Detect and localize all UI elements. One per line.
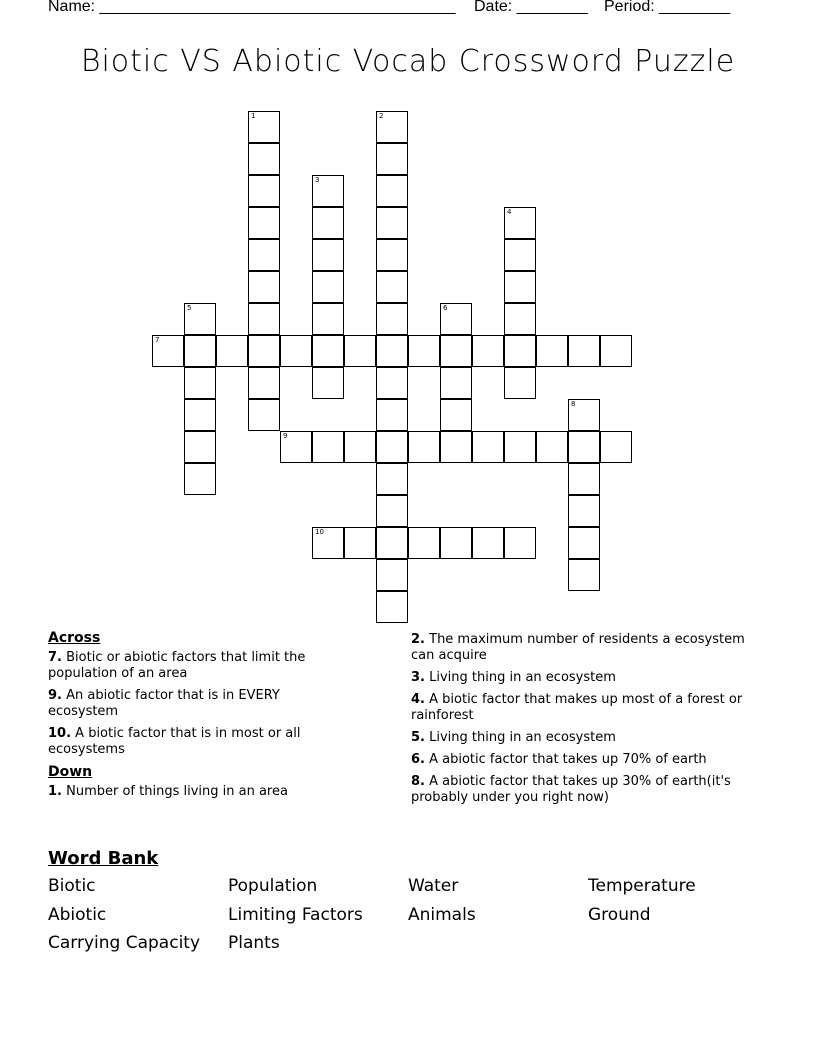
crossword-cell[interactable] <box>376 335 408 367</box>
clue-number: 2 <box>379 112 384 120</box>
crossword-cell[interactable] <box>184 463 216 495</box>
crossword-cell[interactable] <box>248 175 280 207</box>
clue-down-3: 3. Living thing in an ecosystem <box>411 670 616 685</box>
word-bank-item: Population <box>228 876 318 896</box>
name-field-label: Name: ________________________________________ <box>48 0 456 15</box>
clue-down-2: 2. The maximum number of residents a ecosystem can acquire <box>411 632 745 663</box>
clue-number: 3 <box>315 176 320 184</box>
crossword-cell[interactable] <box>376 367 408 399</box>
crossword-cell[interactable] <box>248 399 280 431</box>
crossword-cell[interactable] <box>568 463 600 495</box>
crossword-cell[interactable] <box>568 495 600 527</box>
word-bank-item: Abiotic <box>48 905 107 925</box>
clues-right-column <box>411 632 756 812</box>
crossword-cell[interactable] <box>376 495 408 527</box>
crossword-cell[interactable] <box>472 527 504 559</box>
date-field-label: Date: ________ <box>474 0 588 15</box>
crossword-cell[interactable] <box>248 335 280 367</box>
crossword-cell[interactable] <box>376 463 408 495</box>
crossword-cell[interactable] <box>504 207 536 239</box>
crossword-cell[interactable] <box>152 335 184 367</box>
crossword-cell[interactable] <box>376 303 408 335</box>
clue-across-7: 7. Biotic or abiotic factors that limit the population of an area <box>48 650 306 681</box>
crossword-cell[interactable] <box>568 559 600 591</box>
crossword-cell[interactable] <box>248 143 280 175</box>
clue-down-6: 6. A abiotic factor that takes up 70% of earth <box>411 752 707 767</box>
crossword-cell[interactable] <box>504 367 536 399</box>
crossword-cell[interactable] <box>312 239 344 271</box>
word-bank-item: Limiting Factors <box>228 905 363 925</box>
crossword-cell[interactable] <box>248 239 280 271</box>
crossword-cell[interactable] <box>248 111 280 143</box>
crossword-cell[interactable] <box>440 431 472 463</box>
crossword-cell[interactable] <box>248 303 280 335</box>
crossword-cell[interactable] <box>440 399 472 431</box>
crossword-cell[interactable] <box>568 399 600 431</box>
crossword-cell[interactable] <box>472 335 504 367</box>
clues-left-column <box>48 630 348 806</box>
crossword-cell[interactable] <box>312 335 344 367</box>
crossword-cell[interactable] <box>376 431 408 463</box>
crossword-cell[interactable] <box>184 399 216 431</box>
crossword-cell[interactable] <box>184 367 216 399</box>
crossword-cell[interactable] <box>248 207 280 239</box>
crossword-cell[interactable] <box>440 303 472 335</box>
clue-number: 7 <box>155 336 160 344</box>
page-title: Biotic VS Abiotic Vocab Crossword Puzzle <box>80 44 736 79</box>
crossword-cell[interactable] <box>504 303 536 335</box>
crossword-cell[interactable] <box>184 335 216 367</box>
crossword-cell[interactable] <box>216 335 248 367</box>
crossword-cell[interactable] <box>376 559 408 591</box>
clue-down-1: 1. Number of things living in an area <box>48 784 288 799</box>
crossword-cell[interactable] <box>600 431 632 463</box>
across-heading: Across <box>48 630 101 646</box>
crossword-cell[interactable] <box>568 527 600 559</box>
clue-number: 8 <box>571 400 576 408</box>
word-bank-heading: Word Bank <box>48 848 159 869</box>
crossword-cell[interactable] <box>376 207 408 239</box>
word-bank-item: Animals <box>408 905 476 925</box>
period-field-label: Period: ________ <box>604 0 731 15</box>
crossword-cell[interactable] <box>536 431 568 463</box>
crossword-cell[interactable] <box>376 175 408 207</box>
crossword-cell[interactable] <box>408 335 440 367</box>
word-bank-item: Temperature <box>588 876 696 896</box>
crossword-cell[interactable] <box>504 271 536 303</box>
crossword-cell[interactable] <box>344 431 376 463</box>
clue-across-9: 9. An abiotic factor that is in EVERY ecosystem <box>48 688 280 719</box>
crossword-cell[interactable] <box>280 431 312 463</box>
word-bank-item: Biotic <box>48 876 96 896</box>
crossword-cell[interactable] <box>376 591 408 623</box>
crossword-cell[interactable] <box>312 431 344 463</box>
crossword-cell[interactable] <box>312 175 344 207</box>
crossword-cell[interactable] <box>312 303 344 335</box>
clue-down-5: 5. Living thing in an ecosystem <box>411 730 616 745</box>
crossword-cell[interactable] <box>376 271 408 303</box>
crossword-cell[interactable] <box>568 431 600 463</box>
clue-across-10: 10. A biotic factor that is in most or all ecosystems <box>48 726 301 757</box>
crossword-cell[interactable] <box>312 207 344 239</box>
crossword-cell[interactable] <box>472 431 504 463</box>
crossword-cell[interactable] <box>600 335 632 367</box>
crossword-cell[interactable] <box>184 303 216 335</box>
word-bank-item: Ground <box>588 905 651 925</box>
clue-down-8: 8. A abiotic factor that takes up 30% of earth(it's probably under you right now) <box>411 774 731 805</box>
clue-number: 6 <box>443 304 448 312</box>
crossword-cell[interactable] <box>376 399 408 431</box>
crossword-cell[interactable] <box>248 271 280 303</box>
crossword-cell[interactable] <box>376 527 408 559</box>
clue-number: 5 <box>187 304 192 312</box>
crossword-cell[interactable] <box>280 335 312 367</box>
crossword-cell[interactable] <box>312 527 344 559</box>
crossword-cell[interactable] <box>344 527 376 559</box>
crossword-cell[interactable] <box>312 367 344 399</box>
crossword-cell[interactable] <box>376 111 408 143</box>
clue-number: 10 <box>315 528 324 536</box>
word-bank-item: Plants <box>228 933 280 953</box>
crossword-cell[interactable] <box>376 239 408 271</box>
crossword-cell[interactable] <box>504 239 536 271</box>
crossword-cell[interactable] <box>568 335 600 367</box>
crossword-cell[interactable] <box>344 335 376 367</box>
crossword-cell[interactable] <box>408 527 440 559</box>
word-bank-item: Carrying Capacity <box>48 933 201 953</box>
crossword-cell[interactable] <box>504 335 536 367</box>
down-heading: Down <box>48 764 93 780</box>
crossword-cell[interactable] <box>312 271 344 303</box>
crossword-cell[interactable] <box>184 431 216 463</box>
clue-number: 1 <box>251 112 256 120</box>
crossword-cell[interactable] <box>440 527 472 559</box>
crossword-cell[interactable] <box>248 367 280 399</box>
clue-number: 9 <box>283 432 288 440</box>
crossword-cell[interactable] <box>440 335 472 367</box>
clue-down-4: 4. A biotic factor that makes up most of a forest or rainforest <box>411 692 743 723</box>
word-bank-item: Water <box>408 876 459 896</box>
crossword-cell[interactable] <box>536 335 568 367</box>
crossword-cell[interactable] <box>408 431 440 463</box>
crossword-cell[interactable] <box>504 527 536 559</box>
crossword-cell[interactable] <box>376 143 408 175</box>
crossword-cell[interactable] <box>504 431 536 463</box>
clue-number: 4 <box>507 208 512 216</box>
crossword-cell[interactable] <box>440 367 472 399</box>
